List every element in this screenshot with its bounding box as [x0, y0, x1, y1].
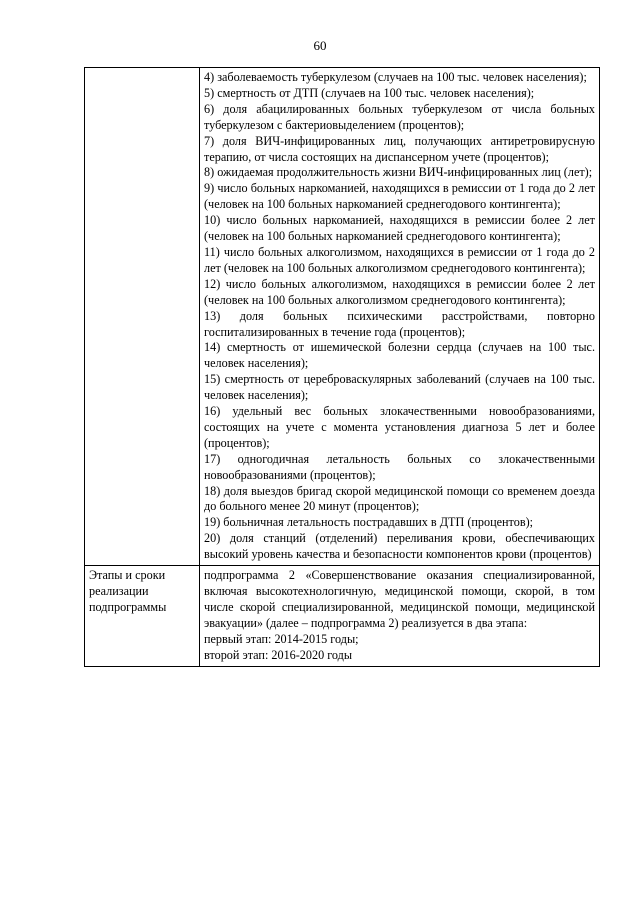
- indicator-item: 10) число больных наркоманией, находящихся в ремиссии более 2 лет (человек на 100 больных наркоманией среднегодового контингента);: [204, 213, 595, 244]
- indicator-item: 4) заболеваемость туберкулезом (случаев на 100 тыс. человек населения);: [204, 70, 587, 84]
- indicator-item: 8) ожидаемая продолжительность жизни ВИЧ-инфицированных лиц (лет);: [204, 165, 593, 180]
- indicator-item: 14) смертность от ишемической болезни сердца (случаев на 100 тыс. человек населения);: [204, 340, 595, 371]
- indicator-item: 6) доля абацилированных больных туберкулезом от числа больных туберкулезом с бактериовыделением (процентов);: [204, 101, 595, 132]
- stages-cell: [200, 566, 600, 666]
- indicator-item: 19) больничная летальность пострадавших в ДТП (процентов);: [204, 515, 534, 530]
- table-row-indicators: [85, 68, 600, 566]
- indicator-item: 11) число больных алкоголизмом, находящихся в ремиссии от 1 года до 2 лет (человек на 100 больных алкоголизмом среднегодового контингента);: [204, 244, 595, 275]
- indicator-item: 18) доля выездов бригад скорой медицинской помощи со временем доезда до больного менее 20 минут (процентов);: [204, 483, 595, 514]
- indicators-cell: [200, 68, 600, 566]
- indicator-item: 13) доля больных психическими расстройствами, повторно госпитализированных в течение года (процентов);: [204, 308, 595, 339]
- indicator-item: 16) удельный вес больных злокачественными новообразованиями, состоящих на учете с момента установления диагноза 5 лет и более (процентов);: [204, 404, 595, 450]
- page-number: 60: [313, 38, 327, 53]
- indicator-item: 9) число больных наркоманией, находящихся в ремиссии от 1 года до 2 лет (человек на 100 больных наркоманией среднегодового контингента);: [204, 181, 595, 212]
- row-label-stages: Этапы и сроки реализации подпрограммы: [85, 566, 200, 666]
- indicator-item: 5) смертность от ДТП (случаев на 100 тыс. человек населения);: [204, 85, 535, 100]
- row-label-empty: [85, 68, 200, 566]
- indicator-item: 12) число больных алкоголизмом, находящихся в ремиссии более 2 лет (человек на 100 больных алкоголизмом среднегодового контингента);: [204, 276, 595, 307]
- indicator-item: 7) доля ВИЧ-инфицированных лиц, получающих антиретровирусную терапию, от числа состоящих на диспансерном учете (процентов);: [204, 133, 595, 164]
- stage-item: второй этап: 2016-2020 годы: [204, 647, 353, 662]
- stage-item: первый этап: 2014-2015 годы;: [204, 631, 359, 646]
- indicator-item: 15) смертность от цереброваскулярных заболеваний (случаев на 100 тыс. человек населения);: [204, 372, 595, 403]
- stages-description: подпрограмма 2 «Совершенствование оказания специализированной, включая высокотехнологичную, медицинской помощи, скорой, в том числе скорой специализированной, медицинской помощи, медицинской эвакуации» (далее – подпрограмма 2) реализуется в два этапа:: [204, 568, 595, 630]
- passport-table: [84, 67, 600, 667]
- table-row-stages: [85, 566, 600, 666]
- indicator-item: 17) одногодичная летальность больных со злокачественными новообразованиями (процентов);: [204, 451, 595, 482]
- indicator-item: 20) доля станций (отделений) переливания крови, обеспечивающих высокий уровень качества и безопасности компонентов крови (процентов): [204, 531, 595, 562]
